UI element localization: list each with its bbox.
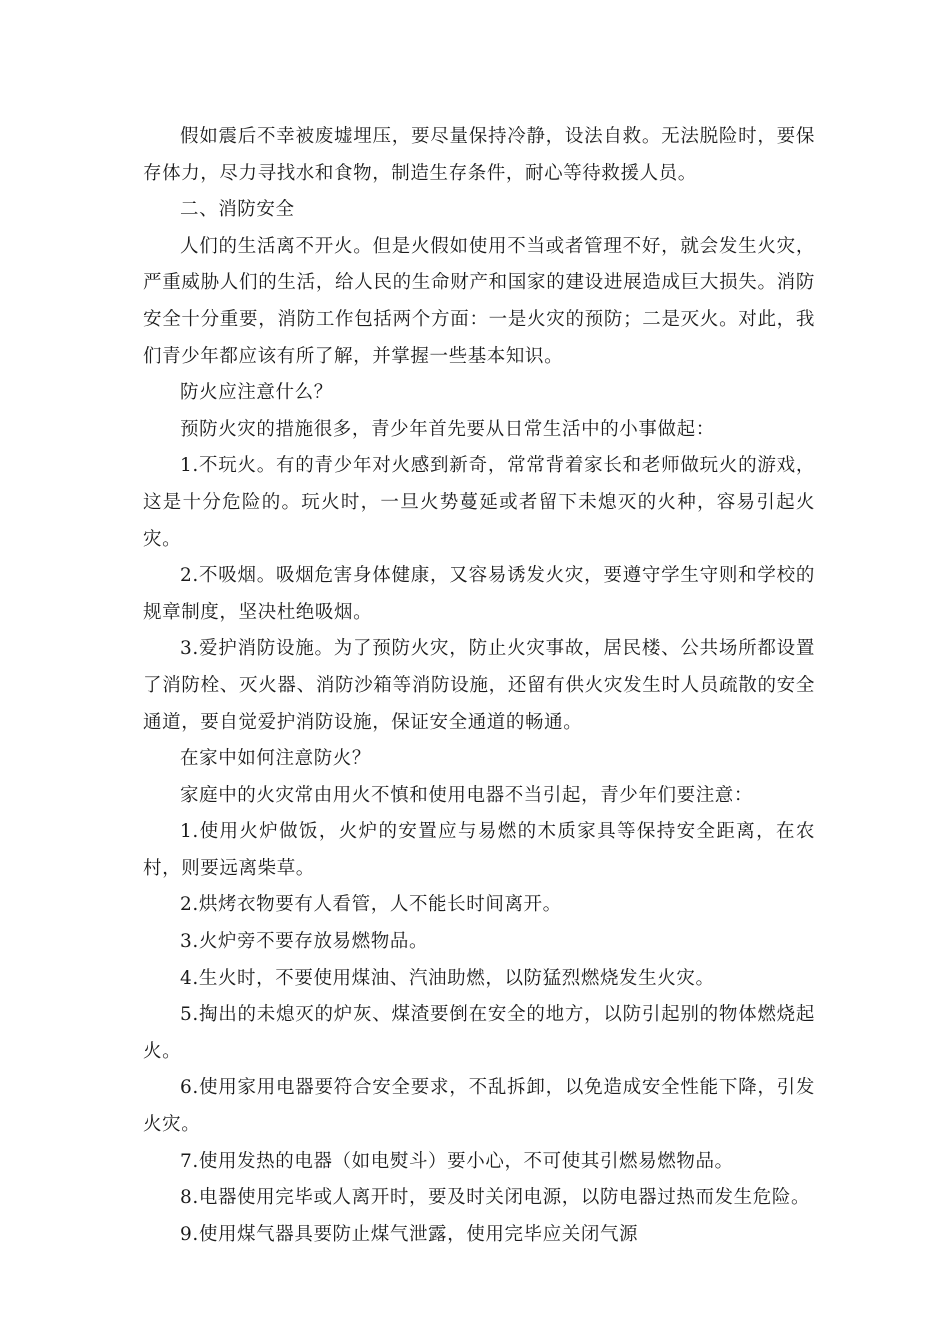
list-item-power-off: 8.电器使用完毕或人离开时，要及时关闭电源，以防电器过热而发生危险。 [180,1187,811,1209]
list-item-no-smoking: 2.不吸烟。吸烟危害身体健康，又容易诱发火灾，要遵守学生守则和学校的规章制度，坚决杜绝吸烟。 [143,565,815,623]
paragraph-fire-intro: 人们的生活离不开火。但是火假如使用不当或者管理不好，就会发生火灾，严重威胁人们的生活，给人民的生命财产和国家的建设进展造成巨大损失。消防安全十分重要，消防工作包括两个方面：一是火灾的预防；二是灭火。对此，我们青少年都应该有所了解，并掌握一些基本知识。 [143,235,815,367]
list-item-drying-clothes: 2.烘烤衣物要有人看管，人不能长时间离开。 [180,894,562,916]
document-body [143,119,815,1253]
list-item-stove-distance: 1.使用火炉做饭，火炉的安置应与易燃的木质家具等保持安全距离，在农村，则要远离柴草。 [143,821,815,879]
list-item-protect-facilities: 3.爱护消防设施。为了预防火灾，防止火灾事故，居民楼、公共场所都设置了消防栓、灭火器、消防沙箱等消防设施，还留有供火灾发生时人员疏散的安全通道，要自觉爱护消防设施，保证安全通道的畅通。 [143,638,815,733]
list-item-no-kerosene: 4.生火时，不要使用煤油、汽油助燃，以防猛烈燃烧发生火灾。 [180,967,715,989]
list-item-appliance-safety: 6.使用家用电器要符合安全要求，不乱拆卸，以免造成安全性能下降，引发火灾。 [143,1077,815,1136]
section-heading-fire-safety: 二、消防安全 [180,199,295,221]
list-item-heating-appliances: 7.使用发热的电器（如电熨斗）要小心，不可使其引燃易燃物品。 [180,1150,734,1172]
list-item-gas-leak: 9.使用煤气器具要防止煤气泄露，使用完毕应关闭气源 [180,1223,639,1245]
subheading-fire-prevention: 防火应注意什么？ [180,382,333,404]
list-item-ash-disposal: 5.掏出的未熄灭的炉灰、煤渣要倒在安全的地方，以防引起别的物体燃烧起火。 [143,1004,815,1062]
list-item-no-playing-fire: 1.不玩火。有的青少年对火感到新奇，常常背着家长和老师做玩火的游戏，这是十分危险的。玩火时，一旦火势蔓延或者留下未熄灭的火种，容易引起火灾。 [143,455,815,550]
subheading-home-fire-prevention: 在家中如何注意防火？ [180,748,372,770]
paragraph-prevention-intro: 预防火灾的措施很多，青少年首先要从日常生活中的小事做起： [180,418,715,440]
list-item-flammables-near-stove: 3.火炉旁不要存放易燃物品。 [180,931,429,953]
paragraph-home-intro: 家庭中的火灾常由用火不慎和使用电器不当引起，青少年们要注意： [180,784,754,806]
paragraph-earthquake-self-rescue: 假如震后不幸被废墟埋压，要尽量保持冷静，设法自救。无法脱险时，要保存体力，尽力寻找水和食物，制造生存条件，耐心等待救援人员。 [143,126,815,184]
